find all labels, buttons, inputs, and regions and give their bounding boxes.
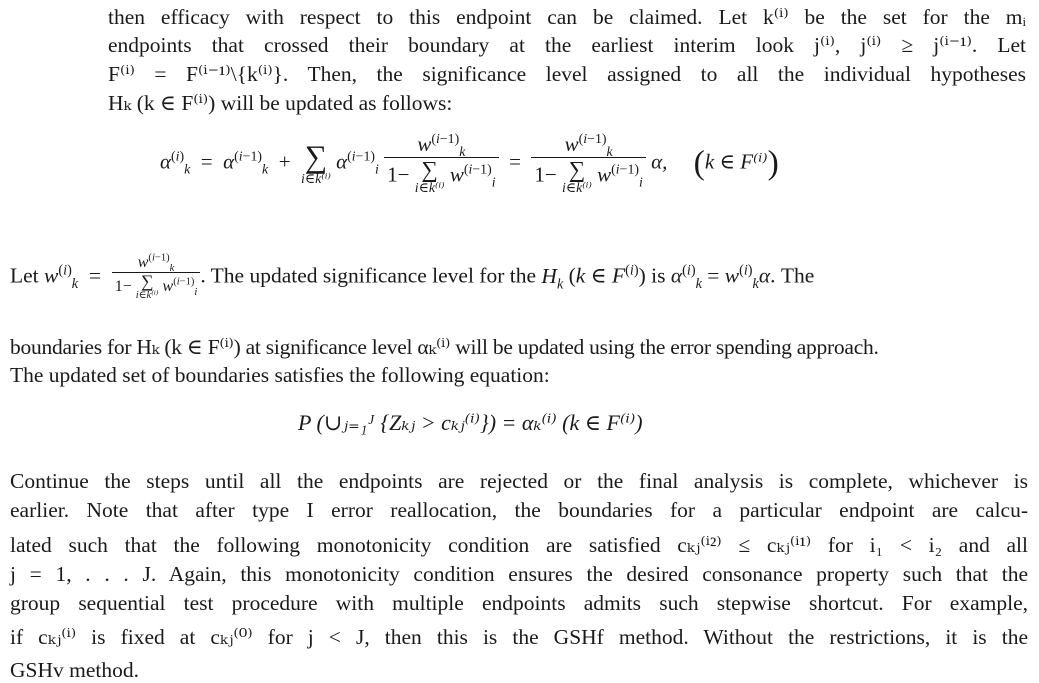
paragraph-2-line-3: The updated set of boundaries satisfies the following equation: xyxy=(10,363,550,387)
paragraph-3-line-2: earlier. Note that after type I error reallocation, the boundaries for a particular endpoint are calcu- xyxy=(10,498,1028,522)
paragraph-1-line-2: endpoints that crossed their boundary at the earliest interim look j⁽ⁱ⁾, j⁽ⁱ⁾ ≥ j⁽ⁱ⁻¹⁾. Let xyxy=(108,33,1026,57)
fraction-1: $w^{(i-1)}_k$ 1− ∑ i∈k⁽ⁱ⁾ $w^{(i-1)}_i$ xyxy=(384,132,498,195)
paragraph-3-line-5: group sequential test procedure with multiple endpoints admits such stepwise shortcut. For example, xyxy=(10,591,1028,615)
equation-2: P (∪ⱼ₌₁ᴶ {Zₖⱼ > cₖⱼ⁽ⁱ⁾}) = αₖ⁽ⁱ⁾ (k ∈ F⁽ⁱ⁾) xyxy=(298,410,643,435)
fraction-2: $w^{(i-1)}_k$ 1− ∑ i∈k⁽ⁱ⁾ $w^{(i-1)}_i$ xyxy=(531,132,645,195)
paragraph-1-line-4: Hₖ (k ∈ F⁽ⁱ⁾) will be updated as follows: xyxy=(108,91,453,115)
paragraph-3-line-3: lated such that the following monotonicity condition are satisfied cₖⱼ⁽ⁱ²⁾ ≤ cₖⱼ⁽ⁱ¹⁾ for i₁ < i₂ and all xyxy=(10,533,1028,557)
paragraph-2-line-1: Let $w^{(i)}_k$ = $w^{(i-1)}_k$ 1− ∑ i∈k⁽ⁱ⁾ $w^{(i-1)}_i$ . The updated significance level for the $H_k$ (k ∈ $F^{(i)}$) is $\alpha^{(i)}_k = w^{(i)}_k\alpha$. The xyxy=(10,252,815,301)
inline-fraction: $w^{(i-1)}_k$ 1− ∑ i∈k⁽ⁱ⁾ $w^{(i-1)}_i$ xyxy=(112,254,201,301)
paragraph-1-line-1: then efficacy with respect to this endpoint can be claimed. Let k⁽ⁱ⁾ be the set for the mᵢ xyxy=(108,5,1026,29)
paragraph-3-line-1: Continue the steps until all the endpoints are rejected or the final analysis is complete, whichever is xyxy=(10,469,1028,493)
paragraph-3-line-4: j = 1, . . . J. Again, this monotonicity condition ensures the desired consonance property such that the xyxy=(10,562,1028,586)
paragraph-1-line-3: F⁽ⁱ⁾ = F⁽ⁱ⁻¹⁾\{k⁽ⁱ⁾}. Then, the significance level assigned to all the individual hypotheses xyxy=(108,62,1026,86)
paragraph-3-line-6: if cₖⱼ⁽ⁱ⁾ is fixed at cₖⱼ⁽⁰⁾ for j < J, then this is the GSHf method. Without the restrictions, it is the xyxy=(10,625,1028,649)
sum-operator-1: ∑ i∈k⁽ⁱ⁾ xyxy=(301,138,331,187)
equation-1: $\alpha^{(i)}_k = \alpha^{(i-1)}_k$ + ∑ i∈k⁽ⁱ⁾ $\alpha^{(i-1)}_i$ $w^{(i-1)}_k$ 1− ∑ i∈k⁽ⁱ⁾ $w^{(i-1)}_i$ = $w^{(i-1)}_k$ 1− ∑ i∈k⁽ⁱ⁾ $w^{(i-1)}_i$ α, (k ∈ F⁽ⁱ⁾) xyxy=(160,131,779,196)
paragraph-2-line-2: boundaries for Hₖ (k ∈ F⁽ⁱ⁾) at significance level αₖ⁽ⁱ⁾ will be updated using the error spending approach. xyxy=(10,335,879,359)
paragraph-3-line-7: GSHv method. xyxy=(10,658,139,682)
